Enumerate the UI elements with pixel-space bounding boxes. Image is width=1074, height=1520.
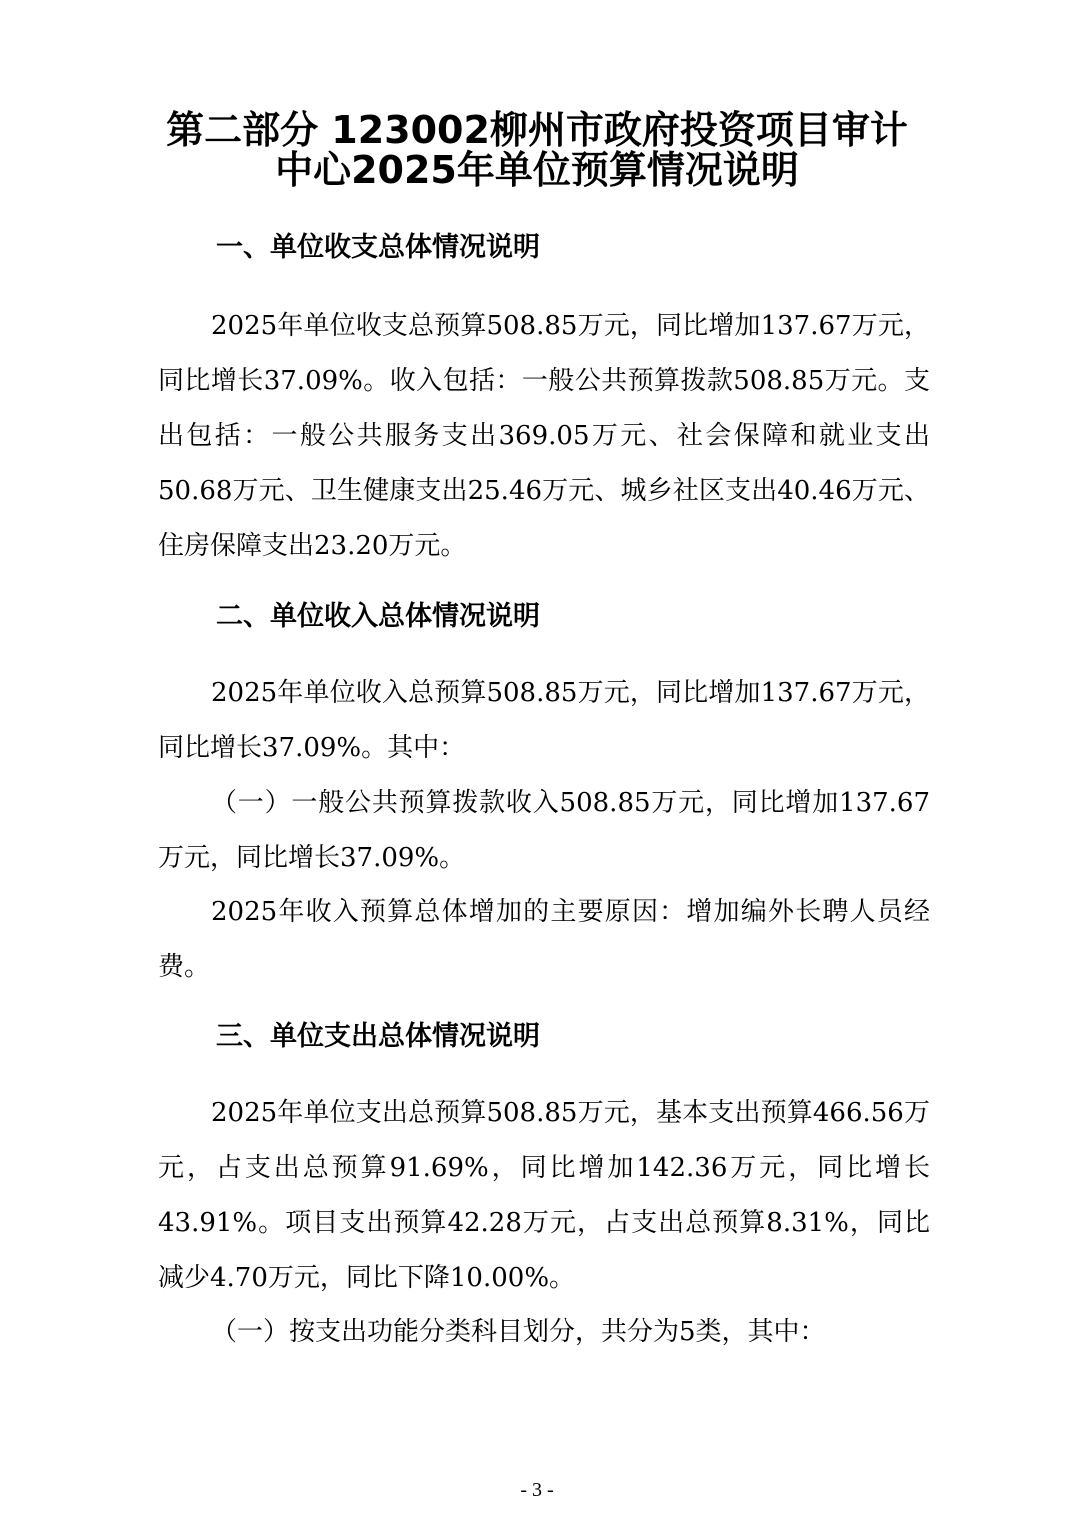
- section-heading-3: 三、单位支出总体情况说明: [216, 1021, 540, 1052]
- document-title-line-1: 第二部分 123002柳州市政府投资项目审计: [166, 108, 908, 152]
- section-2-paragraph-1: 2025年单位收入总预算508.85万元，同比增加137.67万元，同比增长37.09%。其中：: [158, 678, 930, 763]
- section-3-paragraph-2: （一）按支出功能分类科目划分，共分为5类，其中：: [211, 1317, 826, 1347]
- section-heading-1: 一、单位收支总体情况说明: [216, 232, 540, 263]
- page-number: - 3 -: [520, 1479, 554, 1501]
- document-title-line-2: 中心2025年单位预算情况说明: [275, 148, 799, 192]
- section-2-paragraph-2: （一）一般公共预算拨款收入508.85万元，同比增加137.67万元，同比增长37.09%。: [158, 788, 930, 873]
- section-2-paragraph-3: 2025年收入预算总体增加的主要原因：增加编外长聘人员经费。: [158, 897, 930, 982]
- section-1-paragraph-1: 2025年单位收支总预算508.85万元，同比增加137.67万元，同比增长37.09%。收入包括：一般公共预算拨款508.85万元。支出包括：一般公共服务支出369.05万元、社会保障和就业支出50.68万元、卫生健康支出25.46万元、城乡社区支出40.46万元、住房保障支出23.20万元。: [158, 311, 930, 561]
- section-3-paragraph-1: 2025年单位支出总预算508.85万元，基本支出预算466.56万元，占支出总预算91.69%，同比增加142.36万元，同比增长43.91%。项目支出预算42.28万元，占支出总预算8.31%，同比减少4.70万元，同比下降10.00%。: [158, 1098, 930, 1293]
- section-heading-2: 二、单位收入总体情况说明: [216, 601, 540, 632]
